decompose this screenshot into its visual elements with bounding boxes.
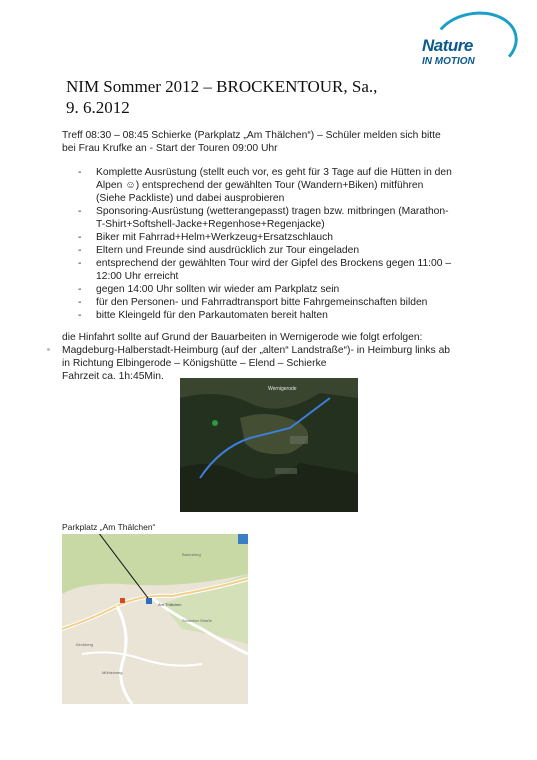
satellite-route-map	[180, 378, 358, 512]
street-label: Barenberg	[182, 552, 201, 557]
page-title	[66, 76, 466, 118]
map-corner-icon	[238, 534, 248, 544]
bullet-item: - bitte Kleingeld für den Parkautomaten bereit halten	[78, 310, 328, 321]
route-instructions	[62, 331, 482, 383]
street-label: Mühlenweg	[102, 670, 123, 675]
bullet-item: - Biker mit Fahrrad+Helm+Werkzeug+Ersatzschlauch	[78, 232, 334, 243]
street-map-image	[62, 534, 248, 704]
bullet-item: - Sponsoring-Ausrüstung (wetterangepasst) tragen bzw. mitbringen (Marathon- T-Shirt+Softshell-Jacke+Regenhose+Regenjacke)	[78, 206, 449, 230]
nature-in-motion-logo	[418, 12, 518, 74]
satellite-map-image	[180, 378, 358, 512]
title-line2: 9. 6.2012	[66, 98, 130, 117]
bullet-item: - Komplette Ausrüstung (stellt euch vor, es geht für 3 Tage auf die Hütten in den Alpen ☺) entsprechend der gewählten Tour (Wandern+Biken) mitführen (Siehe Packliste) und dabei ausprobieren	[78, 167, 452, 204]
route-line1: die Hinfahrt sollte auf Grund der Bauarbeiten in Wernigerode wie folgt erfolgen:	[62, 332, 423, 343]
bullet-item: - entsprechend der gewählten Tour wird der Gipfel des Brockens gegen 11:00 – 12:00 Uhr erreicht	[78, 258, 452, 282]
map-marker-icon	[212, 420, 218, 426]
scan-speck	[47, 348, 50, 351]
route-line2: Magdeburg-Halberstadt-Heimburg (auf der „alten“ Landstraße“)- in Heimburg links ab	[62, 345, 451, 356]
poi-marker-icon	[120, 598, 125, 603]
street-label: Schierker Straße	[182, 618, 213, 623]
bullet-item: - Eltern und Freunde sind ausdrücklich zur Tour eingeladen	[78, 245, 360, 256]
title-line1: NIM Sommer 2012 – BROCKENTOUR, Sa.,	[66, 77, 378, 96]
bullet-item: - gegen 14:00 Uhr sollten wir wieder am Parkplatz sein	[78, 284, 340, 295]
street-map	[62, 534, 248, 704]
intro-line2: bei Frau Krufke an - Start der Touren 09:00 Uhr	[62, 143, 278, 154]
intro-line1: Treff 08:30 – 08:45 Schierke (Parkplatz „Am Thälchen“) – Schüler melden sich bitte	[62, 130, 441, 141]
map2-caption: Parkplatz „Am Thälchen“	[62, 522, 156, 532]
logo-line1: Nature	[422, 36, 473, 55]
bullet-item: - für den Personen- und Fahrradtransport bitte Fahrgemeinschaften bilden	[78, 297, 428, 308]
street-label: Am Thälchen	[158, 602, 182, 607]
route-line4: Fahrzeit ca. 1h:45Min.	[62, 371, 164, 382]
bullet-list	[62, 166, 482, 322]
street-label: Kirchberg	[76, 642, 94, 647]
map1-label: Wernigerode	[268, 386, 297, 392]
parking-marker-icon	[146, 598, 152, 604]
logo-line2: IN MOTION	[422, 56, 475, 67]
meeting-info	[62, 129, 482, 155]
route-line3: in Richtung Elbingerode – Königshütte – Elend – Schierke	[62, 358, 327, 369]
